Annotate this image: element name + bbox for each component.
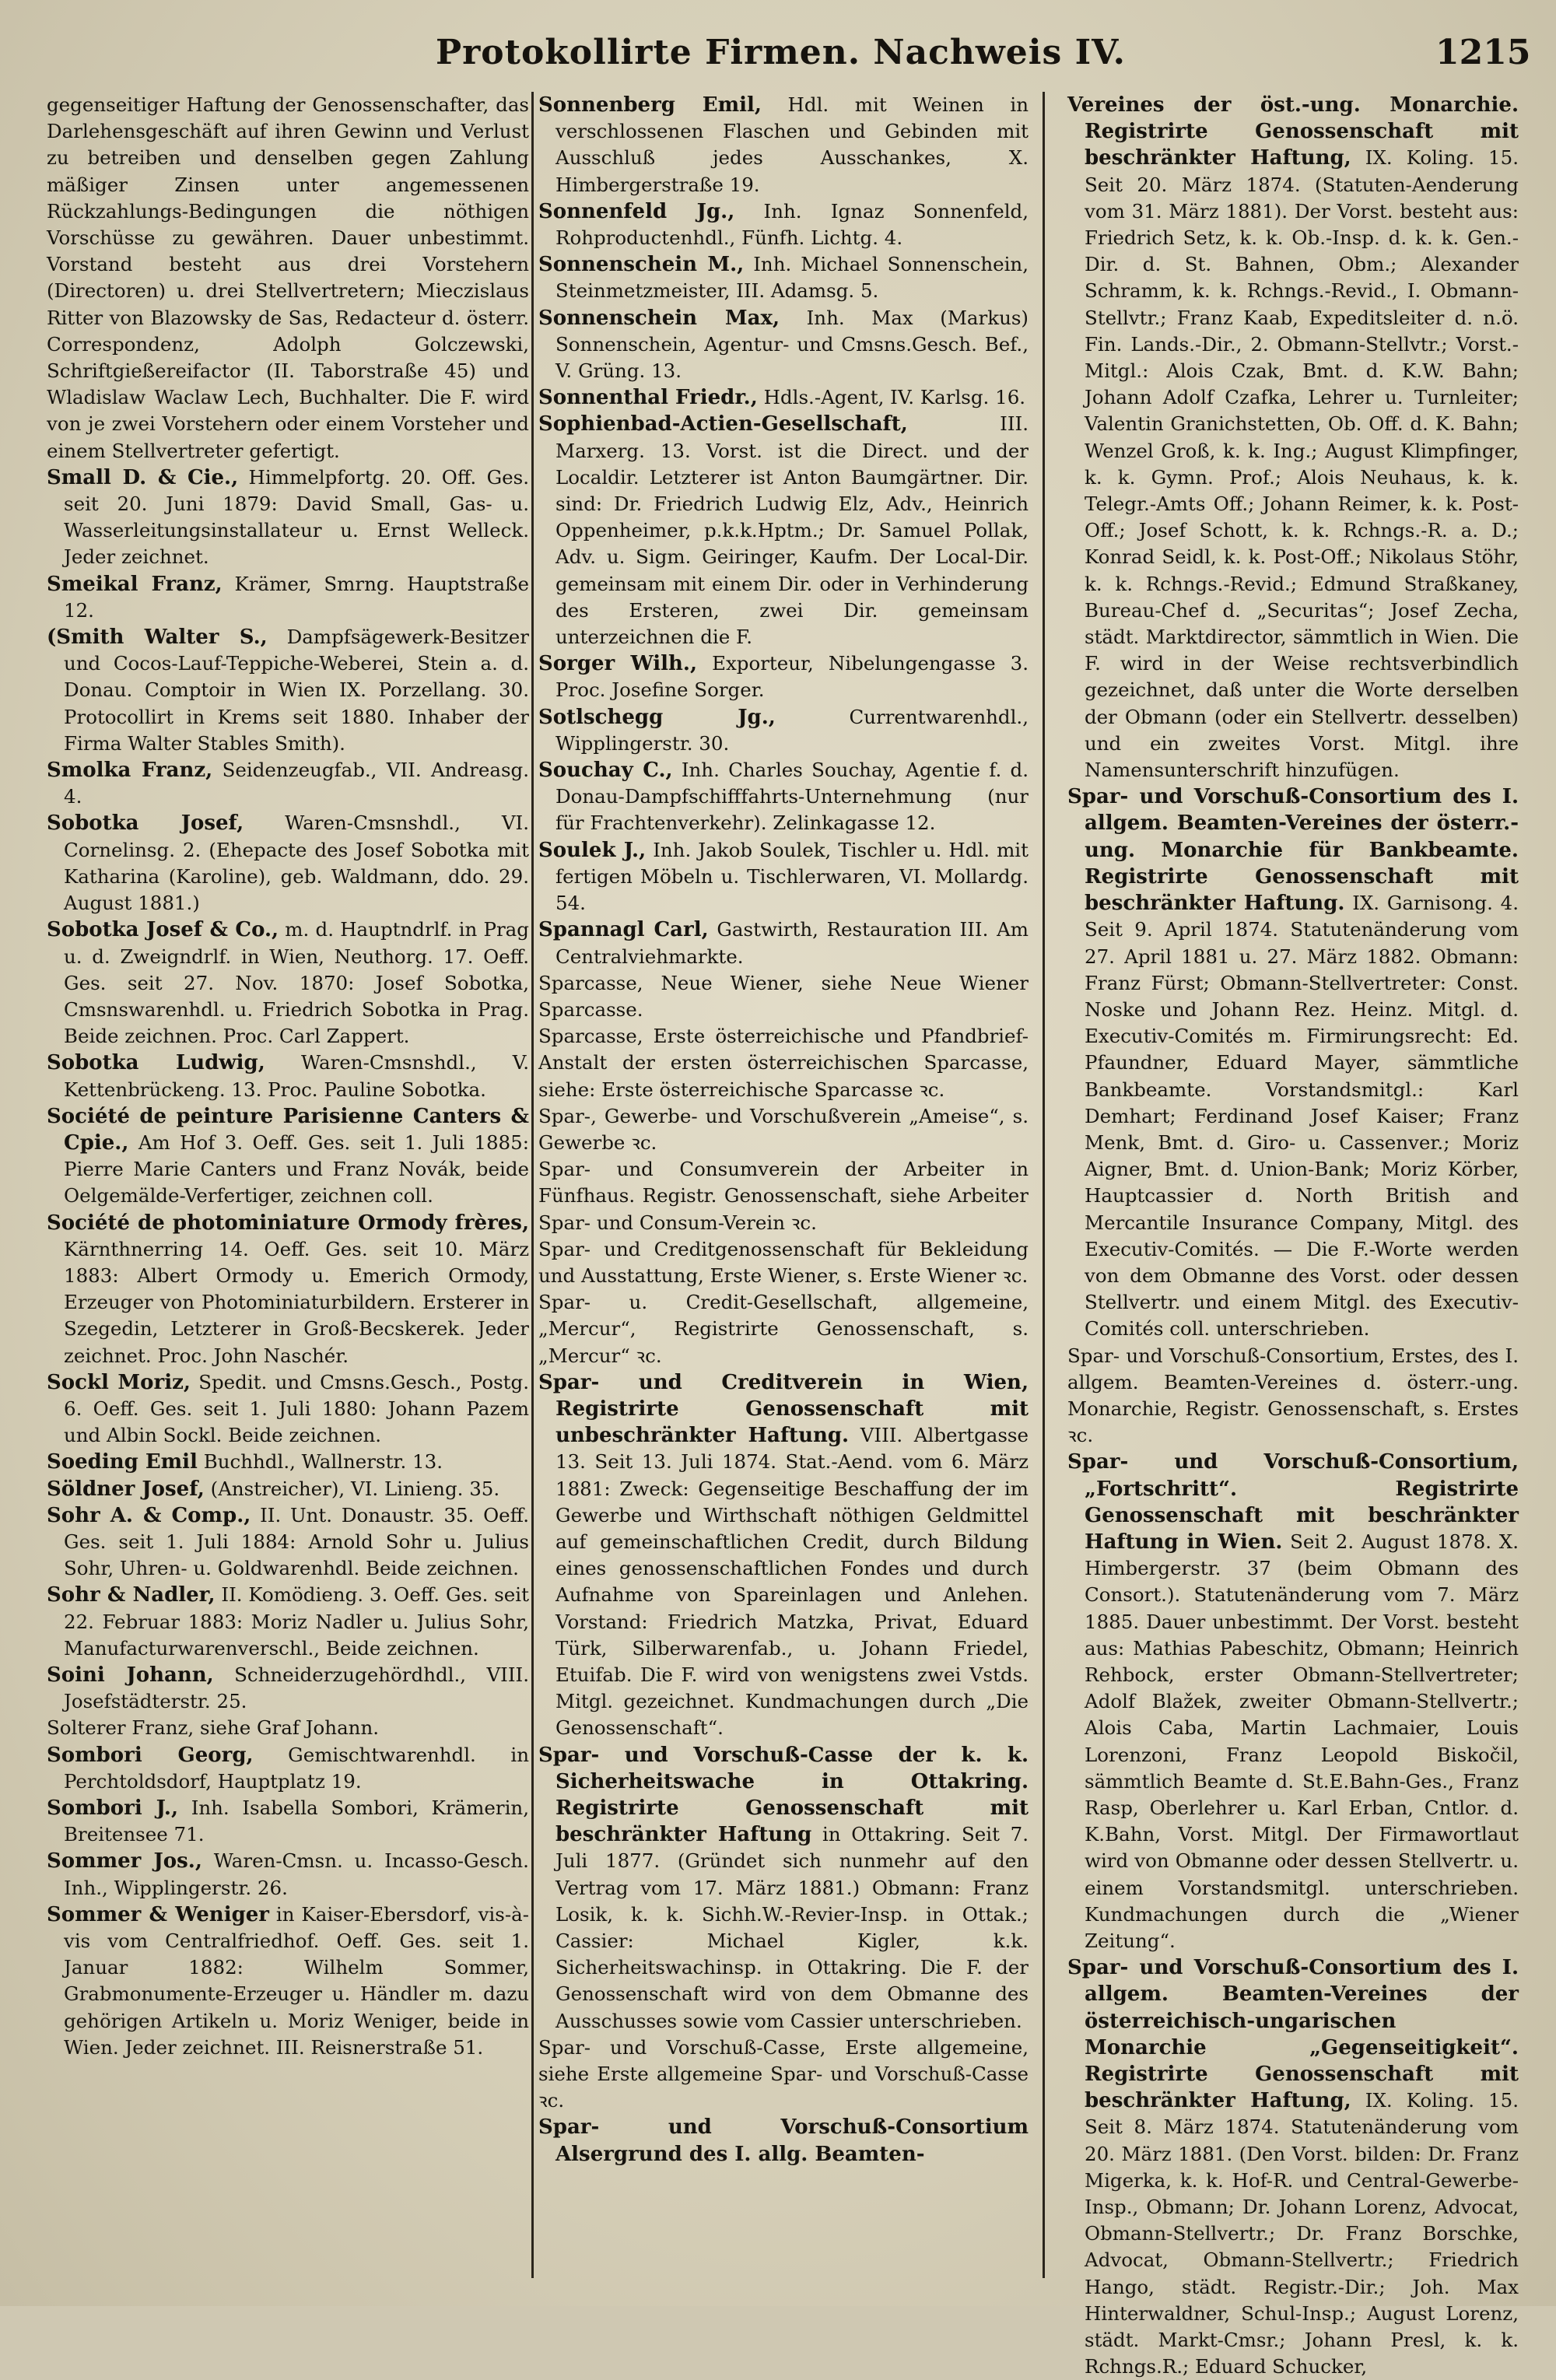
directory-entry — [538, 2035, 1029, 2115]
firm-name: Smeikal Franz, — [47, 572, 223, 596]
firm-name: Spannagl Carl, — [538, 918, 709, 942]
firm-name: Sohr A. & Comp., — [47, 1503, 251, 1527]
page-number: 1215 — [1435, 33, 1531, 72]
directory-entry — [47, 757, 529, 810]
firm-name: Sobotka Josef, — [47, 811, 244, 836]
directory-entry — [1067, 1954, 1519, 2380]
entry-text: IX. Garnisong. 4. Seit 9. April 1874. Statutenänderung vom 27. April 1881 u. 27. März 1882. Obmann: Franz Fürst; Obmann-Stellvertreter: Const. Noske und Johann Rez. Heinz. Mitgl. d. Executiv-Comités m. Firmirungsrecht: Ed. Pfaundner, Eduard Mayer, sämmtliche Bankbeamte. Vorstandsmitgl.: Karl Demhart; Ferdinand Josef Kaiser; Franz Menk, Bmt. d. Giro- u. Cassenver.; Moriz Aigner, Bmt. d. Union-Bank; Moriz Körber, Hauptcassier d. North British and Mercantile Insurance Company, Mitgl. des Executiv-Comités. — Die F.-Worte werden von dem Obmanne des Vorst. oder dessen Stellvertr. und einem Mitgl. des Executiv-Comités coll. unterschrieben. — [1085, 892, 1519, 1341]
entry-text: Spar- u. Credit-Gesellschaft, allgemeine, „Mercur“, Registrirte Genossenschaft, s. „Mercur“ ꝛc. — [538, 1291, 1029, 1367]
column-divider-1 — [531, 92, 534, 2278]
entry-text: Waren-Cmsn. u. Incasso-Gesch. Inh., Wipplingerstr. 26. — [64, 1849, 529, 1899]
directory-entry — [538, 1369, 1029, 1742]
directory-entry — [538, 251, 1029, 304]
directory-entry — [47, 1476, 529, 1502]
entry-text: Seidenzeugfab., VII. Andreasg. 4. — [64, 759, 529, 808]
firm-name: Sorger Wilh., — [538, 652, 698, 676]
directory-entry — [538, 198, 1029, 251]
entry-text: Spar- und Creditgenossenschaft für Bekleidung und Ausstattung, Erste Wiener, s. Erste Wiener ꝛc. — [538, 1237, 1029, 1287]
entry-text: III. Marxerg. 13. Vorst. ist die Direct. und der Localdir. Letzterer ist Anton Baumgärtner. Dir. sind: Dr. Friedrich Ludwig Elz, Adv., Heinrich Oppenheimer, p.k.k.Hptm.; Dr. Samuel Pollak, Adv. u. Sigm. Geiringer, Kaufm. Der Local-Dir. gemeinsam mit einem Dir. oder in Verhinderung des Ersteren, zwei Dir. gemeinsam unterzeichnen die F. — [555, 412, 1029, 649]
entry-text: Dampfsägewerk-Besitzer und Cocos-Lauf-Teppiche-Weberei, Stein a. d. Donau. Comptoir in Wien IX. Porzellang. 30. Protocollirt in Krems seit 1880. Inhaber der Firma Walter Stables Smith). — [64, 626, 529, 755]
entry-text: Inh. Ignaz Sonnenfeld, Rohproductenhdl., Fünfh. Lichtg. 4. — [555, 199, 1029, 250]
firm-name: Sobotka Ludwig, — [47, 1051, 265, 1075]
directory-entry — [47, 1848, 529, 1901]
column-1 — [47, 92, 529, 2286]
firm-name: Sonnenschein M., — [538, 253, 745, 277]
entry-text: Buchhdl., Wallnerstr. 13. — [203, 1450, 443, 1474]
directory-entry — [538, 757, 1029, 837]
firm-name: Sobotka Josef & Co., — [47, 918, 279, 942]
firm-name: Small D. & Cie., — [47, 465, 239, 489]
directory-entry — [47, 1795, 529, 1848]
directory-entry — [538, 2114, 1029, 2167]
entry-text: (Anstreicher), VI. Linieng. 35. — [210, 1477, 500, 1500]
entry-text: VIII. Albertgasse 13. Seit 13. Juli 1874. Stat.-Aend. vom 6. März 1881: Zweck: Gegenseitige Beschaffung der im Gewerbe und Wirthschaft nöthigen Geldmittel auf gemeinschaftlichen Credit, durch Bildung eines genossenschaftlichen Fondes und durch Aufnahme von Spareinlagen und Anlehen. Vorstand: Friedrich Matzka, Privat, Eduard Türk, Silberwarenfab., u. Johann Friedel, Etuifab. Die F. wird von wenigstens zwei Vstds. Mitgl. gezeichnet. Kundmachungen durch „Die Genossenschaft“. — [555, 1424, 1029, 1740]
column-divider-2 — [1043, 92, 1045, 2278]
directory-entry — [538, 1236, 1029, 1289]
firm-name: Spar- und Vorschuß-Consortium, „Fortschritt“. Registrirte Genossenschaft mit beschränkter Haftung in Wien. — [1067, 1450, 1519, 1554]
directory-entry — [538, 1023, 1029, 1103]
directory-entry — [47, 1742, 529, 1795]
directory-entry — [538, 1103, 1029, 1156]
directory-entry — [47, 1502, 529, 1583]
page-title: Protokollirte Firmen. Nachweis IV. — [436, 33, 1126, 72]
firm-name: Spar- und Vorschuß-Consortium des I. allgem. Beamten-Vereines der österreichisch-ungarischen Monarchie „Gegenseitigkeit“. Registrirte Genossenschaft mit beschränkter Haftung, — [1067, 1956, 1519, 2113]
page-header — [0, 33, 1556, 79]
entry-text: in Ottakring. Seit 7. Juli 1877. (Gründet sich nunmehr auf den Vertrag vom 17. März 1881.) Obmann: Franz Losik, k. k. Sichh.W.-Revier-Insp. in Ottak.; Cassier: Michael Kigler, k.k. Sicherheitswachinsp. in Ottakring. Die F. der Genossenschaft wird von dem Obmanne des Ausschusses sowie vom Cassier unterschrieben. — [555, 1823, 1029, 2032]
firm-name: Sohr & Nadler, — [47, 1583, 216, 1607]
entry-text: Schneiderzugehördhdl., VIII. Josefstädterstr. 25. — [64, 1663, 529, 1713]
directory-entry — [47, 1715, 529, 1741]
directory-entry — [47, 1103, 529, 1210]
directory-entry — [47, 1369, 529, 1449]
firm-name: Sonnenthal Friedr., — [538, 386, 758, 410]
firm-name: Sommer & Weniger — [47, 1902, 269, 1926]
directory-entry — [538, 650, 1029, 703]
entry-text: Solterer Franz, siehe Graf Johann. — [47, 1716, 380, 1740]
entry-text: Waren-Cmsnshdl., VI. Cornelinsg. 2. (Ehepacte des Josef Sobotka mit Katharina (Karoline), geb. Waldmann, ddo. 29. August 1881.) — [64, 811, 529, 915]
directory-entry — [1067, 783, 1519, 1342]
firm-name: Soini Johann, — [47, 1663, 214, 1687]
entry-text: Spar- und Vorschuß-Consortium, Erstes, des I. allgem. Beamten-Vereines d. österr.-ung. Monarchie, Registr. Genossenschaft, s. Erstes ꝛc. — [1067, 1344, 1519, 1447]
firm-name: (Smith Walter S., — [47, 626, 268, 650]
directory-entry — [538, 1742, 1029, 2035]
directory-entry — [1067, 1449, 1519, 1954]
firm-name: Souchay C., — [538, 759, 673, 783]
entry-text: Krämer, Smrng. Hauptstraße 12. — [64, 572, 529, 622]
directory-entry — [538, 384, 1029, 411]
directory-entry — [47, 1902, 529, 2061]
directory-entry — [47, 624, 529, 757]
entry-text: Spar- und Consumverein der Arbeiter in Fünfhaus. Registr. Genossenschaft, siehe Arbeiter Spar- und Consum-Verein ꝛc. — [538, 1158, 1029, 1234]
firm-name: Spar- und Vorschuß-Consortium Alsergrund des I. allg. Beamten- — [538, 2115, 1029, 2166]
entry-text: Seit 2. August 1878. X. Himbergerstr. 37 (beim Obmann des Consort.). Statutenänderung vom 7. März 1885. Dauer unbestimmt. Der Vorst. besteht aus: Mathias Pabeschitz, Obmann; Heinrich Rehbock, erster Obmann-Stellvertreter; Adolf Blažek, zweiter Obmann-Stellvertr.; Alois Caba, Martin Lachmaier, Louis Lorenzoni, Franz Leopold Biskočil, sämmtlich Beamte d. St.E.Bahn-Ges., Franz Rasp, Oberlehrer u. Karl Erban, Cntlor. d. K.Bahn, Vorst. Mitgl. Der Firmawortlaut wird von Obmanne oder dessen Stellvertr. u. einem Vorstandsmitgl. unterschrieben. Kundmachungen durch die „Wiener Zeitung“. — [1085, 1530, 1519, 1953]
firm-name: Sombori J., — [47, 1796, 179, 1820]
directory-entry — [538, 92, 1029, 198]
directory-entry — [538, 917, 1029, 969]
entry-text: in Kaiser-Ebersdorf, vis-à-vis vom Centralfriedhof. Oeff. Ges. seit 1. Januar 1882: Wilhelm Sommer, Grabmonumente-Erzeuger u. Händler m. dazu gehörigen Artikeln u. Moriz Weniger, beide in Wien. Jeder zeichnet. III. Reisnerstraße 51. — [64, 1902, 530, 2059]
entry-text: Spar- und Vorschuß-Casse, Erste allgemeine, siehe Erste allgemeine Spar- und Vorschuß-Casse ꝛc. — [538, 2035, 1029, 2112]
directory-entry — [47, 464, 529, 571]
entry-text: Inh. Jakob Soulek, Tischler u. Hdl. mit fertigen Möbeln u. Tischlerwaren, VI. Mollardg. 54. — [555, 838, 1029, 915]
directory-entry — [538, 411, 1029, 650]
directory-entry — [1067, 92, 1519, 783]
entry-text: Gemischtwarenhdl. in Perchtoldsdorf, Hauptplatz 19. — [64, 1743, 529, 1793]
entry-text: Inh. Isabella Sombori, Krämerin, Breitensee 71. — [64, 1796, 529, 1846]
directory-entry — [47, 1050, 529, 1102]
column-2 — [538, 92, 1029, 2286]
entry-text: II. Unt. Donaustr. 35. Oeff. Ges. seit 1. Juli 1884: Arnold Sohr u. Julius Sohr, Uhren- u. Goldwarenhdl. Beide zeichnen. — [64, 1503, 529, 1580]
entry-text: Currentwarenhdl., Wipplingerstr. 30. — [555, 705, 1029, 755]
firm-name: Soulek J., — [538, 838, 647, 862]
entry-text: Spedit. und Cmsns.Gesch., Postg. 6. Oeff. Ges. seit 1. Juli 1880: Johann Pazem und Albin Sockl. Beide zeichnen. — [64, 1370, 530, 1447]
entry-text: Inh. Max (Markus) Sonnenschein, Agentur- und Cmsns.Gesch. Bef., V. Grüng. 13. — [555, 306, 1029, 383]
directory-entry — [538, 704, 1029, 757]
directory-entry — [47, 917, 529, 1050]
entry-text: gegenseitiger Haftung der Genossenschafter, das Darlehensgeschäft auf ihren Gewinn und Verlust zu betreiben und denselben gegen Zahlung mäßiger Zinsen unter angemessenen Rückzahlungs-Bedingungen die nöthigen Vorschüsse zu gewähren. Dauer unbestimmt. Vorstand besteht aus drei Vorstehern (Directoren) u. drei Stellvertretern; Mieczislaus Ritter von Blazowsky de Sas, Redacteur d. österr. Correspondenz, Adolph Golczewski, Schriftgießereifactor (II. Taborstraße 45) und Wladislaw Waclaw Lech, Buchhalter. Die F. wird von je zwei Vorstehern oder einem Vorsteher und einem Stellvertreter gefertigt. — [47, 93, 529, 462]
firm-name: Smolka Franz, — [47, 759, 213, 783]
firm-name: Société de photominiature Ormody frères, — [47, 1211, 529, 1235]
entry-text: Sparcasse, Erste österreichische und Pfandbrief-Anstalt der ersten österreichischen Sparcasse, siehe: Erste österreichische Sparcasse ꝛc. — [538, 1025, 1029, 1101]
directory-entry — [538, 837, 1029, 917]
firm-name: Soeding Emil — [47, 1450, 198, 1474]
directory-entry — [47, 1582, 529, 1662]
entry-text: Kärnthnerring 14. Oeff. Ges. seit 10. März 1883: Albert Ormody u. Emerich Ormody, Erzeuger von Photominiaturbildern. Ersterer in Szegedin, Letzterer in Groß-Becskerek. Jeder zeichnet. Proc. John Naschér. — [64, 1237, 529, 1367]
entry-text: Himmelpfortg. 20. Off. Ges. seit 20. Juni 1879: David Small, Gas- u. Wasserleitungsinstallateur u. Ernst Welleck. Jeder zeichnet. — [64, 465, 529, 569]
entry-text: Inh. Charles Souchay, Agentie f. d. Donau-Dampfschifffahrts-Unternehmung (nur für Frachtenverkehr). Zelinkagasse 12. — [555, 759, 1029, 835]
firm-name: Spar- und Creditverein in Wien, Registrirte Genossenschaft mit unbeschränkter Haftung. — [538, 1370, 1029, 1448]
firm-name: Vereines der öst.-ung. Monarchie. Registrirte Genossenschaft mit beschränkter Haftung, — [1067, 93, 1519, 170]
entry-text: Am Hof 3. Oeff. Ges. seit 1. Juli 1885: Pierre Marie Canters und Franz Novák, beide Oelgemälde-Verfertiger, zeichnen coll. — [64, 1130, 529, 1208]
firm-name: Sonnenschein Max, — [538, 306, 780, 330]
entry-text: Spar-, Gewerbe- und Vorschußverein „Ameise“, s. Gewerbe ꝛc. — [538, 1104, 1029, 1154]
entry-text: Exporteur, Nibelungengasse 3. Proc. Josefine Sorger. — [555, 652, 1029, 702]
entry-text: IX. Koling. 15. Seit 20. März 1874. (Statuten-Aenderung vom 31. März 1881). Der Vorst. besteht aus: Friedrich Setz, k. k. Ob.-Insp. d. k. k. Gen.-Dir. d. St. Bahnen, Obm.; Alexander Schramm, k. k. Rchngs.-Revid., I. Obmann-Stellvtr.; Franz Kaab, Expeditsleiter d. n.ö. Fin. Lands.-Dir., 2. Obmann-Stellvtr.; Vorst.-Mitgl.: Alois Czak, Bmt. d. K.W. Bahn; Johann Adolf Czafka, Lehrer u. Turnleiter; Valentin Granichstetten, Ob. Off. d. K. Bahn; Wenzel Groß, k. k. Ing.; August Klimpfinger, k. k. Gymn. Prof.; Alois Neuhaus, k. k. Telegr.-Amts Off.; Johann Reimer, k. k. Post-Off.; Josef Schott, k. k. Rchngs.-R. a. D.; Konrad Seidl, k. k. Post-Off.; Nikolaus Stöhr, k. k. Rchngs.-Revid.; Edmund Straßkaney, Bureau-Chef d. „Securitas“; Josef Zecha, städt. Marktdirector, sämmtlich in Wien. Die F. wird in der Weise rechtsverbindlich gezeichnet, daß unter die Worte derselben der Obmann (oder ein Stellvertr. desselben) und ein zweites Vorst. Mitgl. ihre Namensunterschrift hinzufügen. — [1085, 146, 1519, 782]
entry-text: II. Komödieng. 3. Oeff. Ges. seit 22. Februar 1883: Moriz Nadler u. Julius Sohr, Manufacturwarenverschl., Beide zeichnen. — [64, 1583, 529, 1660]
entry-text: Hdl. mit Weinen in verschlossenen Flaschen und Gebinden mit Ausschluß jedes Ausschankes, X. Himbergerstraße 19. — [555, 93, 1029, 196]
column-3 — [1067, 92, 1519, 2378]
directory-entry — [47, 1449, 529, 1475]
directory-entry — [47, 92, 529, 464]
directory-entry — [538, 1289, 1029, 1369]
directory-entry — [47, 1662, 529, 1715]
firm-name: Sonnenfeld Jg., — [538, 199, 735, 223]
entry-text: Hdls.-Agent, IV. Karlsg. 16. — [763, 386, 1026, 409]
firm-name: Sonnenberg Emil, — [538, 93, 762, 117]
firm-name: Sombori Georg, — [47, 1743, 254, 1767]
entry-text: Waren-Cmsnshdl., V. Kettenbrückeng. 13. Proc. Pauline Sobotka. — [64, 1051, 529, 1101]
entry-text: Inh. Michael Sonnenschein, Steinmetzmeister, III. Adamsg. 5. — [555, 253, 1029, 303]
directory-entry — [47, 571, 529, 624]
entry-text: Sparcasse, Neue Wiener, siehe Neue Wiener Sparcasse. — [538, 971, 1029, 1021]
directory-entry — [1067, 1343, 1519, 1449]
firm-name: Sommer Jos., — [47, 1849, 202, 1874]
directory-entry — [47, 810, 529, 917]
firm-name: Spar- und Vorschuß-Consortium des I. allgem. Beamten-Vereines der österr.-ung. Monarchie für Bankbeamte. Registrirte Genossenschaft mit beschränkter Haftung. — [1067, 785, 1519, 916]
directory-entry — [538, 305, 1029, 385]
firm-name: Sotlschegg Jg., — [538, 705, 776, 729]
firm-name: Söldner Josef, — [47, 1477, 205, 1501]
firm-name: Sophienbad-Actien-Gesellschaft, — [538, 412, 908, 436]
firm-name: Sockl Moriz, — [47, 1370, 191, 1394]
firm-name: Spar- und Vorschuß-Casse der k. k. Sicherheitswache in Ottakring. Registrirte Genossenschaft mit beschränkter Haftung — [538, 1743, 1029, 1847]
directory-entry — [538, 970, 1029, 1023]
entry-text: Gastwirth, Restauration III. Am Centralviehmarkte. — [555, 918, 1029, 968]
entry-text: IX. Koling. 15. Seit 8. März 1874. Statutenänderung vom 20. März 1881. (Den Vorst. bilden: Dr. Franz Migerka, k. k. Hof-R. und Central-Gewerbe-Insp., Obmann; Dr. Johann Lorenz, Advocat, Obmann-Stellvertr.; Dr. Franz Borschke, Advocat, Obmann-Stellvertr.; Friedrich Hango, städt. Registr.-Dir.; Joh. Max Hinterwaldner, Schul-Insp.; August Lorenz, städt. Markt-Cmsr.; Johann Presl, k. k. Rchngs.R.; Eduard Schucker, — [1085, 2089, 1519, 2378]
directory-entry — [47, 1210, 529, 1369]
directory-entry — [538, 1156, 1029, 1236]
firm-name: Société de peinture Parisienne Canters & Cpie., — [47, 1104, 529, 1155]
entry-text: m. d. Hauptndrlf. in Prag u. d. Zweigndrlf. in Wien, Neuthorg. 17. Oeff. Ges. seit 27. Nov. 1870: Josef Sobotka, Cmsnswarenhdl. u. Friedrich Sobotka in Prag. Beide zeichnen. Proc. Carl Zappert. — [64, 918, 529, 1048]
